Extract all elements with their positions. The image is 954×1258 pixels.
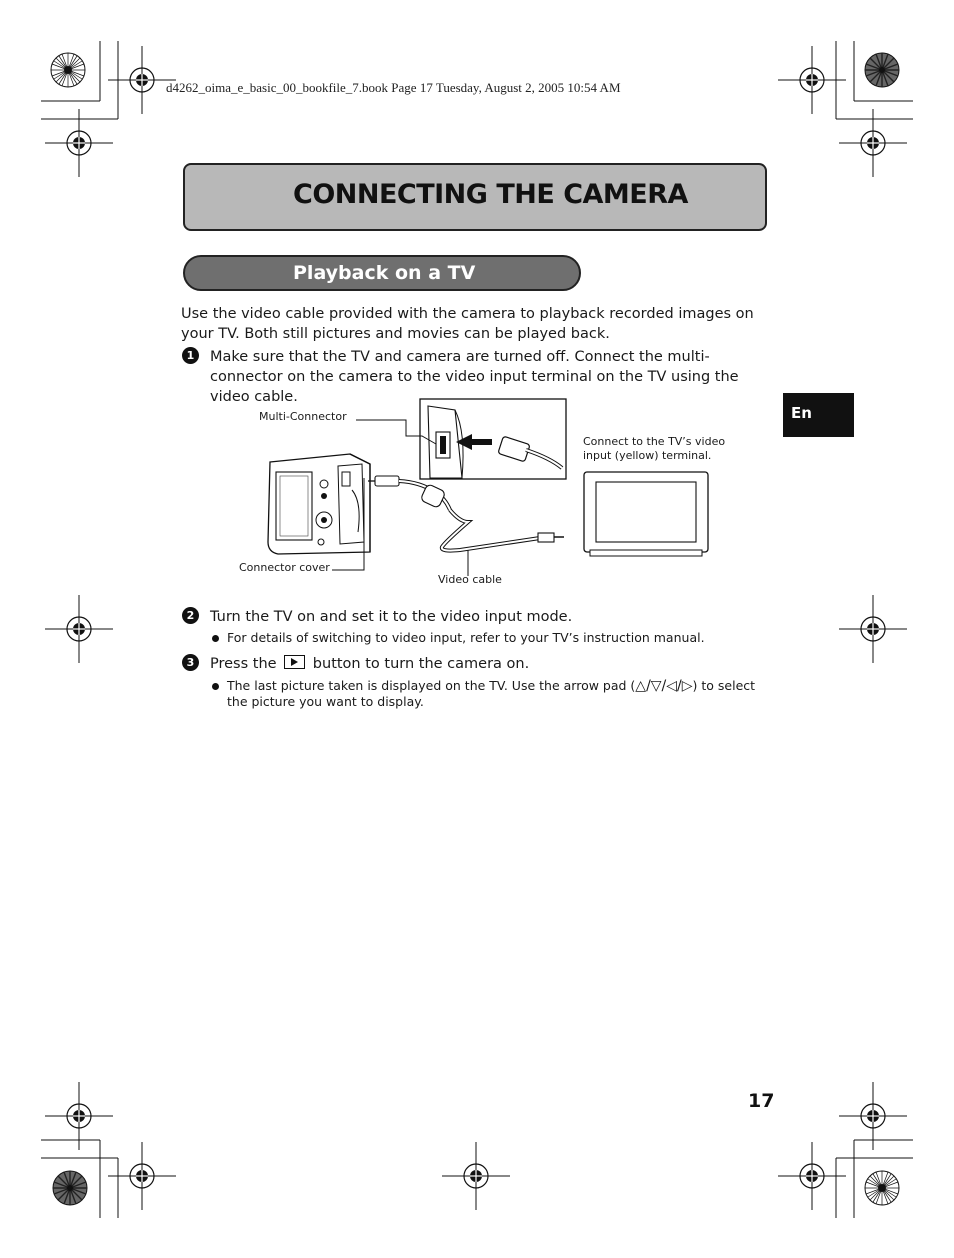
page-title-banner (183, 163, 767, 231)
tv-illustration (584, 472, 708, 556)
step-3-text (210, 654, 775, 674)
registration-mark-icon (839, 595, 907, 663)
print-slug: d4262_oima_e_basic_00_bookfile_7.book Page 17 Tuesday, August 2, 2005 10:54 AM (166, 80, 621, 95)
step-number-1: 1 (182, 347, 199, 364)
intro-paragraph: Use the video cable provided with the camera to playback recorded images on your TV. Both still pictures and movies can be played back. (181, 306, 754, 342)
step-3-note-before: The last picture taken is displayed on the TV. Use the arrow pad ( (227, 678, 636, 693)
step-1-text: Make sure that the TV and camera are turned off. Connect the multi-connector on the camera to the video input terminal on the TV using the video cable. (210, 349, 739, 405)
label-tv-line1: Connect to the TV’s video (583, 435, 726, 448)
language-tab: En (783, 393, 854, 437)
connector-zoom-inset (420, 399, 566, 479)
step-2-text: Turn the TV on and set it to the video input mode. (210, 609, 573, 625)
starburst-icon (53, 1171, 87, 1205)
step-3-note (227, 678, 775, 710)
camera-illustration (268, 454, 370, 554)
cable-plug-camera (368, 476, 399, 486)
label-connector-cover: Connector cover (239, 561, 330, 574)
step-number-3: 3 (182, 654, 199, 671)
bullet-dot (212, 683, 219, 690)
cable-plug-tv (538, 533, 564, 542)
step-3-text-after: button to turn the camera on. (312, 656, 530, 672)
label-tv-line2: input (yellow) terminal. (583, 449, 712, 462)
starburst-icon (865, 1171, 899, 1205)
section-heading-pill (183, 255, 581, 291)
step-3-note-after: ) to select the picture you want to display. (227, 678, 756, 709)
page-title: CONNECTING THE CAMERA (293, 179, 688, 210)
starburst-icon (51, 53, 85, 87)
label-video-cable: Video cable (438, 573, 502, 586)
play-button-icon (284, 655, 305, 669)
section-title: Playback on a TV (293, 262, 476, 284)
step-3-text-before: Press the (210, 656, 277, 672)
registration-mark-icon (442, 1142, 510, 1210)
starburst-icon (865, 53, 899, 87)
arrow-pad-icons: △/▽/◁/▷ (635, 678, 693, 694)
step-number-2: 2 (182, 607, 199, 624)
step-2-note: For details of switching to video input, refer to your TV’s instruction manual. (227, 630, 705, 645)
label-multi-connector: Multi-Connector (259, 410, 347, 423)
bullet-dot (212, 635, 219, 642)
registration-mark-icon (45, 595, 113, 663)
page-number: 17 (748, 1090, 775, 1112)
